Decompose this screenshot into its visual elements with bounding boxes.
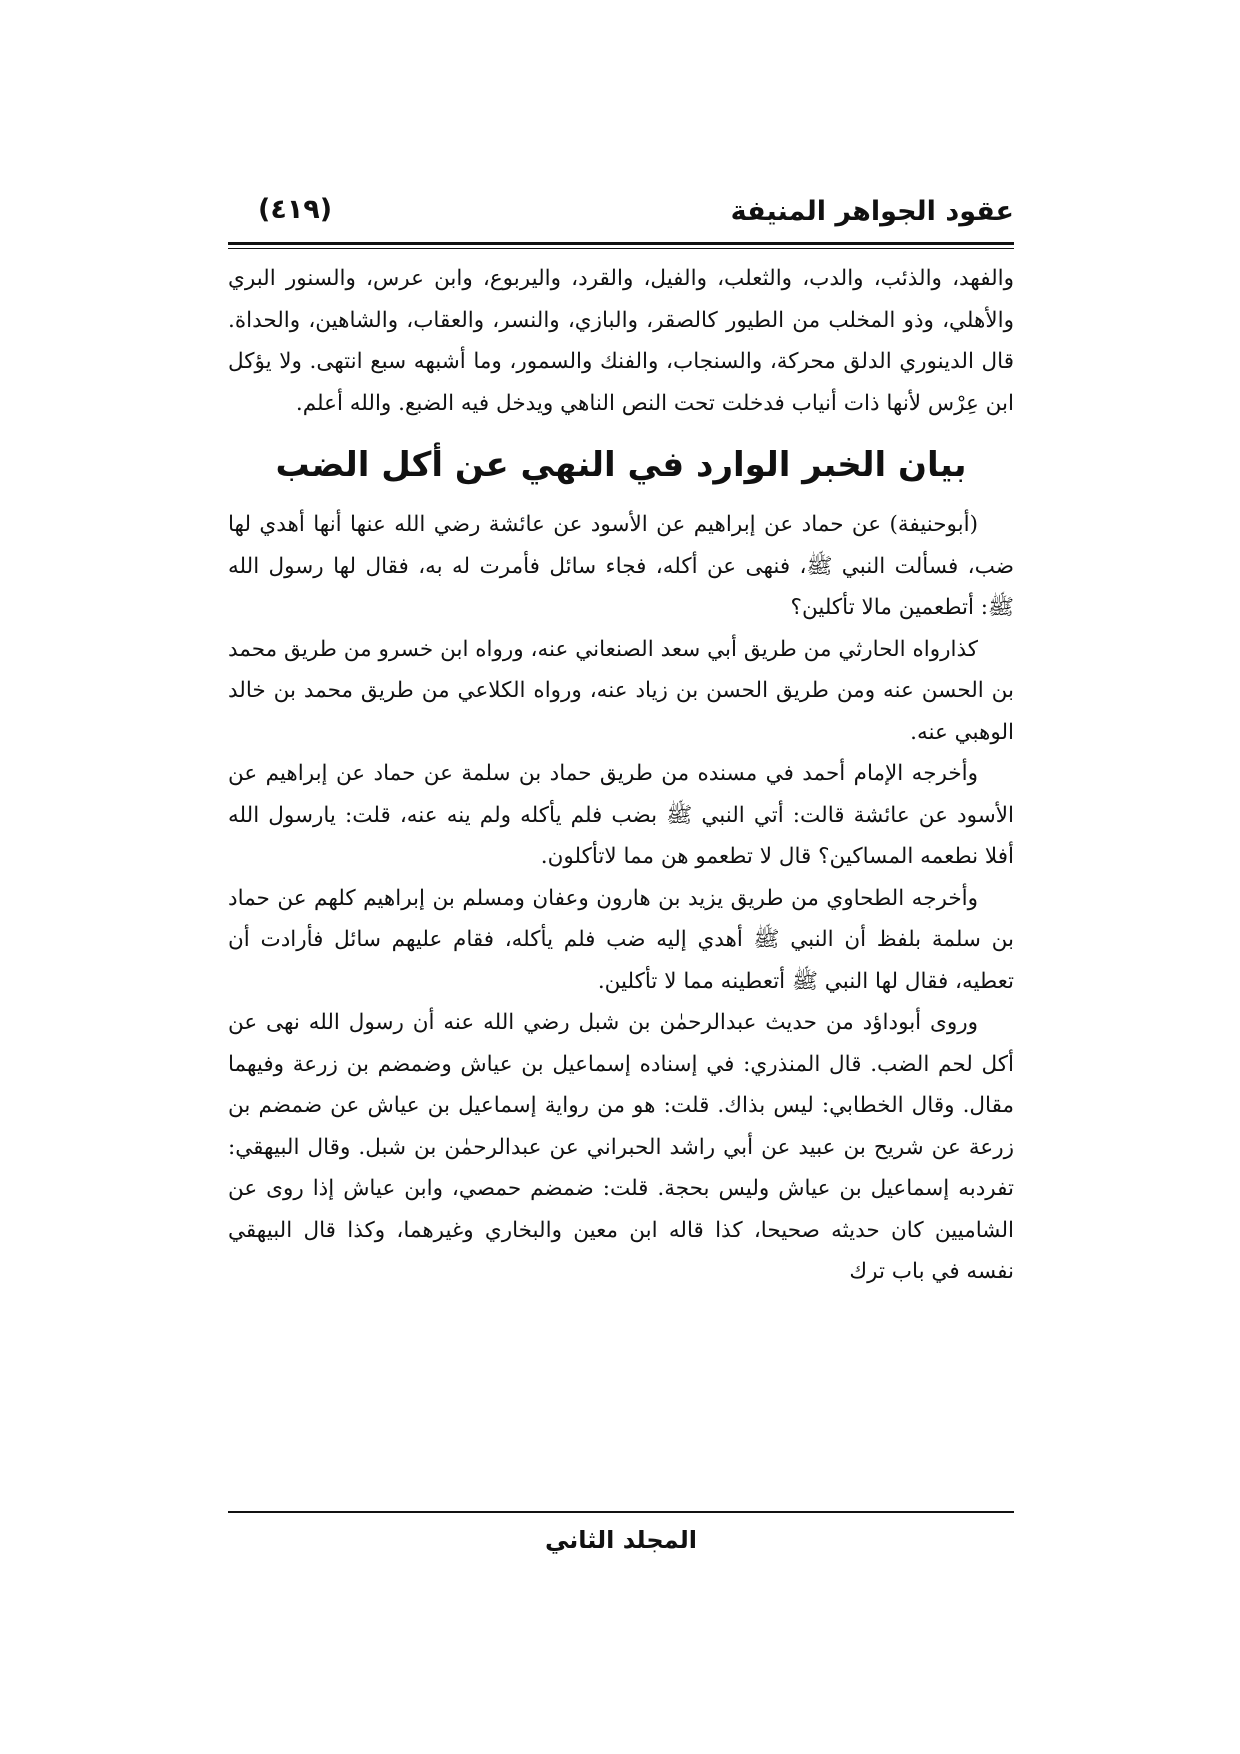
section-heading: بيان الخبر الوارد في النهي عن أكل الضب — [275, 445, 967, 485]
paragraph-continued: والفهد، والذئب، والدب، والثعلب، والفيل، والقرد، واليربوع، وابن عرس، والسنور البري والأهلي، وذو المخلب من الطيور كالصقر، والبازي، والنسر، والعقاب، والشاهين، والحداة. قال الدينوري الدلق محركة، والسنجاب، والفنك والسمور، وما أشبهه سبع انتهى. ولا يؤكل ابن عِرْس لأنها ذات أنياب فدخلت تحت النص الناهي ويدخل فيه الضبع. والله أعلم. — [228, 266, 1014, 416]
paragraph-ahmad: وأخرجه الإمام أحمد في مسنده من طريق حماد بن سلمة عن حماد عن إبراهيم عن الأسود عن عائشة قالت: أتي النبي ﷺ بضب فلم يأكله ولم ينه عنه، قلت: يارسول الله أفلا نطعمه المساكين؟ قال لا تطعمو هن مما لاتأكلون. — [228, 761, 1014, 869]
page-header — [228, 188, 1014, 238]
paragraph-tahawi: وأخرجه الطحاوي من طريق يزيد بن هارون وعفان ومسلم بن إبراهيم كلهم عن حماد بن سلمة بلفظ أن النبي ﷺ أهدي إليه ضب فلم يأكله، فقام عليهم سائل فأرادت أن تعطيه، فقال لها النبي ﷺ أتعطينه مما لا تأكلين. — [228, 885, 1014, 994]
running-title: عقود الجواهر المنيفة — [730, 196, 1014, 227]
paragraph-hadith: (أبوحنيفة) عن حماد عن إبراهيم عن الأسود عن عائشة رضي الله عنها أنها أهدي لها ضب، فسألت النبي ﷺ، فنهى عن أكله، فجاء سائل فأمرت له به، فقال لها رسول الله ﷺ: أتطعمين مالا تأكلين؟ — [228, 512, 1014, 620]
header-rule-thick — [228, 242, 1014, 245]
volume-label: المجلد الثاني — [545, 1526, 697, 1554]
page-number: (٤١٩) — [258, 194, 333, 225]
header-rule-thin — [228, 248, 1014, 249]
footer-rule — [228, 1511, 1014, 1513]
paragraph-narrations: كذارواه الحارثي من طريق أبي سعد الصنعاني عنه، ورواه ابن خسرو من طريق محمد بن الحسن عنه ومن طريق الحسن بن زياد عنه، ورواه الكلاعي من طريق محمد بن خالد الوهبي عنه. — [228, 636, 1014, 745]
page-body — [228, 258, 1014, 1293]
paragraph-abudawud: وروى أبوداؤد من حديث عبدالرحمٰن بن شبل رضي الله عنه أن رسول الله نهى عن أكل لحم الضب. قال المنذري: في إسناده إسماعيل بن عياش وضمضم بن زرعة وفيهما مقال. وقال الخطابي: ليس بذاك. قلت: هو من رواية إسماعيل بن عياش عن ضمضم بن زرعة عن شريح بن عبيد عن أبي راشد الحبراني عن عبدالرحمٰن بن شبل. وقال البيهقي: تفردبه إسماعيل بن عياش وليس بحجة. قلت: ضمضم حمصي، وابن عياش إذا روى عن الشاميين كان حديثه صحيحا، كذا قاله ابن معين والبخاري وغيرهما، وكذا قال البيهقي نفسه في باب ترك — [228, 1010, 1014, 1284]
